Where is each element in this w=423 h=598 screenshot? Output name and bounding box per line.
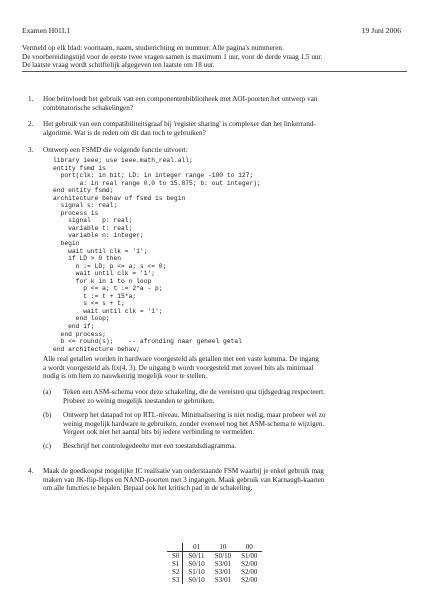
exam-code: Examen H01L1 [22,26,71,35]
subquestion-label: (c) [43,442,51,450]
question-line: Hoe beïnvloedt het gebruik van een componentenbibliotheek met AOI-poorten het ontwerp van [43,95,318,103]
subquestion-line: Ontwerp het datapad tot op RTL-niveau. Minimalisering is niet nodig, maar probeer wel zo [63,411,326,419]
code-line: end architecture behav; [53,345,140,353]
question-number: 1. [28,95,34,103]
subquestion-text [63,442,405,451]
fsm-table-cell: S2/00 [241,568,258,576]
code-line: a: in real range 0.0 to 15.875; b: out integer); [53,179,261,187]
code-line: process is [53,209,99,217]
fsm-table-row [167,552,262,561]
fsm-table-row [167,568,262,576]
fsm-table-cell: S3/01 [214,576,232,584]
instructions [22,44,407,72]
fsm-state-label: S3 [167,576,183,584]
code-line: p <= a; t := 2*a - p; [53,285,163,293]
question-number: 3. [28,146,34,154]
fsm-table-row [167,560,262,568]
fsm-table-header-row [167,543,262,552]
code-line: architecture behav of fsmd is begin [53,194,186,202]
question-intro: Ontwerp een FSMD die volgende functie uitvoert: [43,146,188,154]
subquestion-label: (b) [43,411,52,419]
paragraph-line: Alle real getallen worden in hardware voorgesteld als getallen met een vaste komma. De ingang [43,355,319,363]
fsm-state-label: S1 [167,560,183,568]
question-number: 4. [28,467,34,475]
fsm-column-header: 01 [183,543,210,552]
subquestion-line: Vergeet ook niet het aantal bits bij iedere verbinding te vermelden. [63,428,255,437]
code-line: port(clk: in bit; LD: in integer range -100 to 127; [53,172,254,180]
code-line: entity fsmd is [53,164,106,172]
subquestion-label: (a) [43,388,51,396]
fsm-table-row [167,576,262,584]
code-line: variable t: real; [53,224,133,232]
code-line: n := LD; p <= a; s <= 0; [53,262,167,270]
fsm-table-cell: S0/10 [188,576,205,584]
fsm-column-header: 00 [236,543,262,552]
code-line: wait until clk = '1'; [53,247,148,255]
subquestion-line: Beschrijf het controlegedeelte met een toestandsdiagramma. [63,442,237,450]
instruction-line: Vermeld op elk blad: voornaam, naam, studierichting en nummer. Alle pagina's nummeren. [22,44,284,52]
code-line: s <= s + t; [53,300,125,308]
code-line: end entity fsmd; [53,187,114,195]
fsm-table-cell: S0/10 [214,552,232,560]
code-line: t := t + 15*a; [53,292,137,300]
subquestion-text [63,388,405,405]
subquestion-line: Probeer zo weinig mogelijk toestanden te gebruiken. [63,396,215,405]
subquestion-text [63,411,405,437]
instruction-line: De voorbereidingstijd voor de eerste twee vragen samen is maximum 1 uur, voor de derde vraag 1,5 uur. [22,52,323,61]
fsm-table-cell: S3/01 [214,560,232,568]
code-line: wait until clk = '1'; [53,307,163,315]
vhdl-code-block [53,157,261,353]
question-number: 2. [28,120,34,128]
code-line: variable n: integer; [53,232,144,240]
code-line: begin [53,240,80,248]
code-line: for k in 1 to n loop [53,277,152,285]
paragraph-line: a wordt voorgesteld als fix(4, 3). De uitgang b wordt voorgesteld met zoveel bits als minimaal [43,363,314,372]
fsm-table-cell: S3/01 [214,568,232,576]
fsm-table-corner [167,543,183,552]
subquestion-line: Teken een ASM-schema voor deze schakeling, die de vereisten qua tijdsgedrag respecteert. [63,388,325,396]
fixed-point-description [43,355,405,381]
question-line: Het gebruik van een compatibiliteitsgraaf bij 'register sharing' is complexer dan het linkerrand- [43,120,316,128]
question-line: Maak de goedkoopst mogelijke IC realisatie van onderstaande FSM waarbij je enkel gebruik mag [43,467,324,475]
question-text [43,95,402,112]
fsm-table-cell: S1/00 [241,552,258,560]
question-text [43,120,402,137]
subquestion-line: weinig mogelijk hardware te gebruiken, zonder evenwel nog het ASM-schema te wijzigen. [63,419,325,428]
instruction-line: De laatste vraag wordt schriftelijk afgegeven ten laatste om 18 uur. [22,61,215,70]
question-line: maken van JK-flip-flops en NAND-poorten met 3 ingangen. Maak gebruik van Karnaugh-kaarten [43,475,325,484]
fsm-table-cell: S0/11 [188,552,205,560]
fsm-table-cell: S1/10 [188,568,205,576]
question-text [43,467,402,493]
fsm-state-label: S2 [167,568,183,576]
code-line: signal s: real; [53,202,118,210]
question-line: om alle functies te bepalen. Bepaal ook het kritisch pad in de schakeling. [43,484,253,493]
code-line: end if; [53,323,95,331]
exam-date: 19 Juni 2006 [361,26,401,35]
code-line: library ieee; use ieee.math_real.all; [53,157,193,164]
code-line: end process; [53,330,106,338]
fsm-table-cell: S2/00 [241,576,258,584]
code-line: signal p: real; [53,217,133,225]
question-line: combinatorische schakelingen? [43,103,134,112]
code-line: b <= round(s); -- afronding naar geheel getal [53,338,242,346]
code-line: if LD > 0 then [53,255,122,263]
fsm-table-cell: S2/00 [241,560,258,568]
fsm-state-label: S0 [167,552,183,561]
question-line: algoritme. Wat is de reden om dit dan toch te gebruiken? [43,128,206,137]
paragraph-line: nodig is om hem zo nauwkeurig mogelijk voor te stellen. [43,372,208,381]
code-line: wait until clk = '1'; [53,270,156,278]
fsm-table-cell: S0/10 [188,560,205,568]
fsm-state-table [167,543,262,584]
code-line: end loop; [53,315,110,323]
fsm-column-header: 10 [210,543,236,552]
